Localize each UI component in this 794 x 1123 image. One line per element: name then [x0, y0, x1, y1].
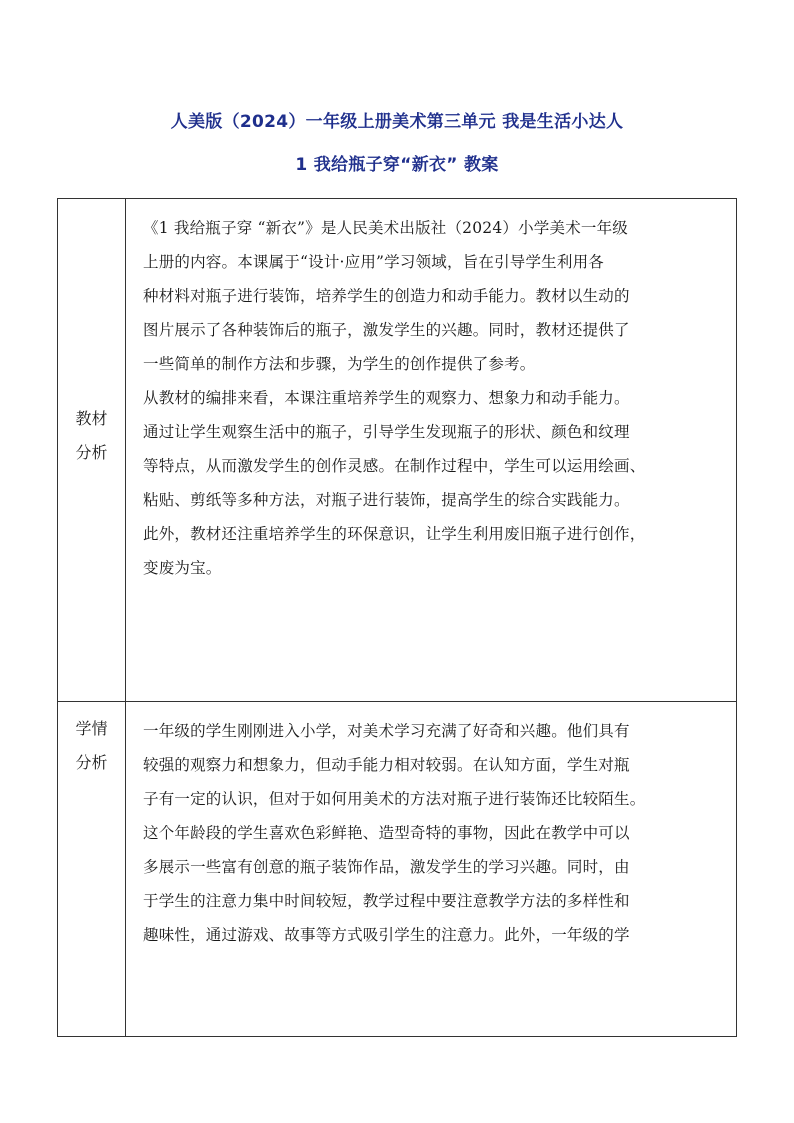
text-line: 较强的观察力和想象力，但动手能力相对较弱。在认知方面，学生对瓶 [143, 756, 630, 774]
row-label-part: 分析 [75, 443, 108, 462]
text-line: 多展示一些富有创意的瓶子装饰作品，激发学生的学习兴趣。同时，由 [143, 858, 630, 876]
row-label-student-analysis [58, 702, 126, 1037]
text-line: 种材料对瓶子进行装饰，培养学生的创造力和动手能力。教材以生动的 [143, 287, 630, 305]
student-analysis-content [126, 702, 737, 1037]
text-line: 此外，教材还注重培养学生的环保意识，让学生利用废旧瓶子进行创作， [143, 525, 646, 543]
text-line: 趣味性，通过游戏、故事等方式吸引学生的注意力。此外，一年级的学 [143, 926, 630, 944]
row-label-part: 分析 [75, 753, 108, 772]
text-line: 从教材的编排来看，本课注重培养学生的观察力、想象力和动手能力。 [143, 389, 630, 407]
text-line: 这个年龄段的学生喜欢色彩鲜艳、造型奇特的事物，因此在教学中可以 [143, 824, 630, 842]
text-line: 一年级的学生刚刚进入小学，对美术学习充满了好奇和兴趣。他们具有 [143, 722, 630, 740]
text-line: 图片展示了各种装饰后的瓶子，激发学生的兴趣。同时，教材还提供了 [143, 321, 630, 339]
row-label-part: 学情 [75, 719, 108, 738]
row-label-part: 教材 [75, 409, 108, 428]
text-line: 一些简单的制作方法和步骤，为学生的创作提供了参考。 [143, 355, 536, 373]
row-label-textbook-analysis [58, 199, 126, 702]
text-line: 于学生的注意力集中时间较短，教学过程中要注意教学方法的多样性和 [143, 892, 630, 910]
text-line: 等特点，从而激发学生的创作灵感。在制作过程中，学生可以运用绘画、 [143, 457, 646, 475]
text-line: 粘贴、剪纸等多种方法，对瓶子进行装饰，提高学生的综合实践能力。 [143, 491, 630, 509]
text-line: 《1 我给瓶子穿 “新衣”》是人民美术出版社（2024）小学美术一年级 [143, 219, 629, 237]
lesson-plan-table [57, 198, 737, 1037]
text-line: 通过让学生观察生活中的瓶子，引导学生发现瓶子的形状、颜色和纹理 [143, 423, 630, 441]
text-line: 变废为宝。 [143, 559, 222, 577]
table-row-textbook-analysis [58, 199, 737, 702]
table-row-student-analysis [58, 702, 737, 1037]
lesson-title: 1 我给瓶子穿“新衣” 教案 [295, 155, 499, 175]
text-line: 子有一定的认识，但对于如何用美术的方法对瓶子进行装饰还比较陌生。 [143, 790, 646, 808]
text-line: 上册的内容。本课属于“设计·应用”学习领域，旨在引导学生利用各 [143, 253, 604, 271]
document-title: 人美版（2024）一年级上册美术第三单元 我是生活小达人 [170, 112, 624, 132]
textbook-analysis-content [126, 199, 737, 702]
